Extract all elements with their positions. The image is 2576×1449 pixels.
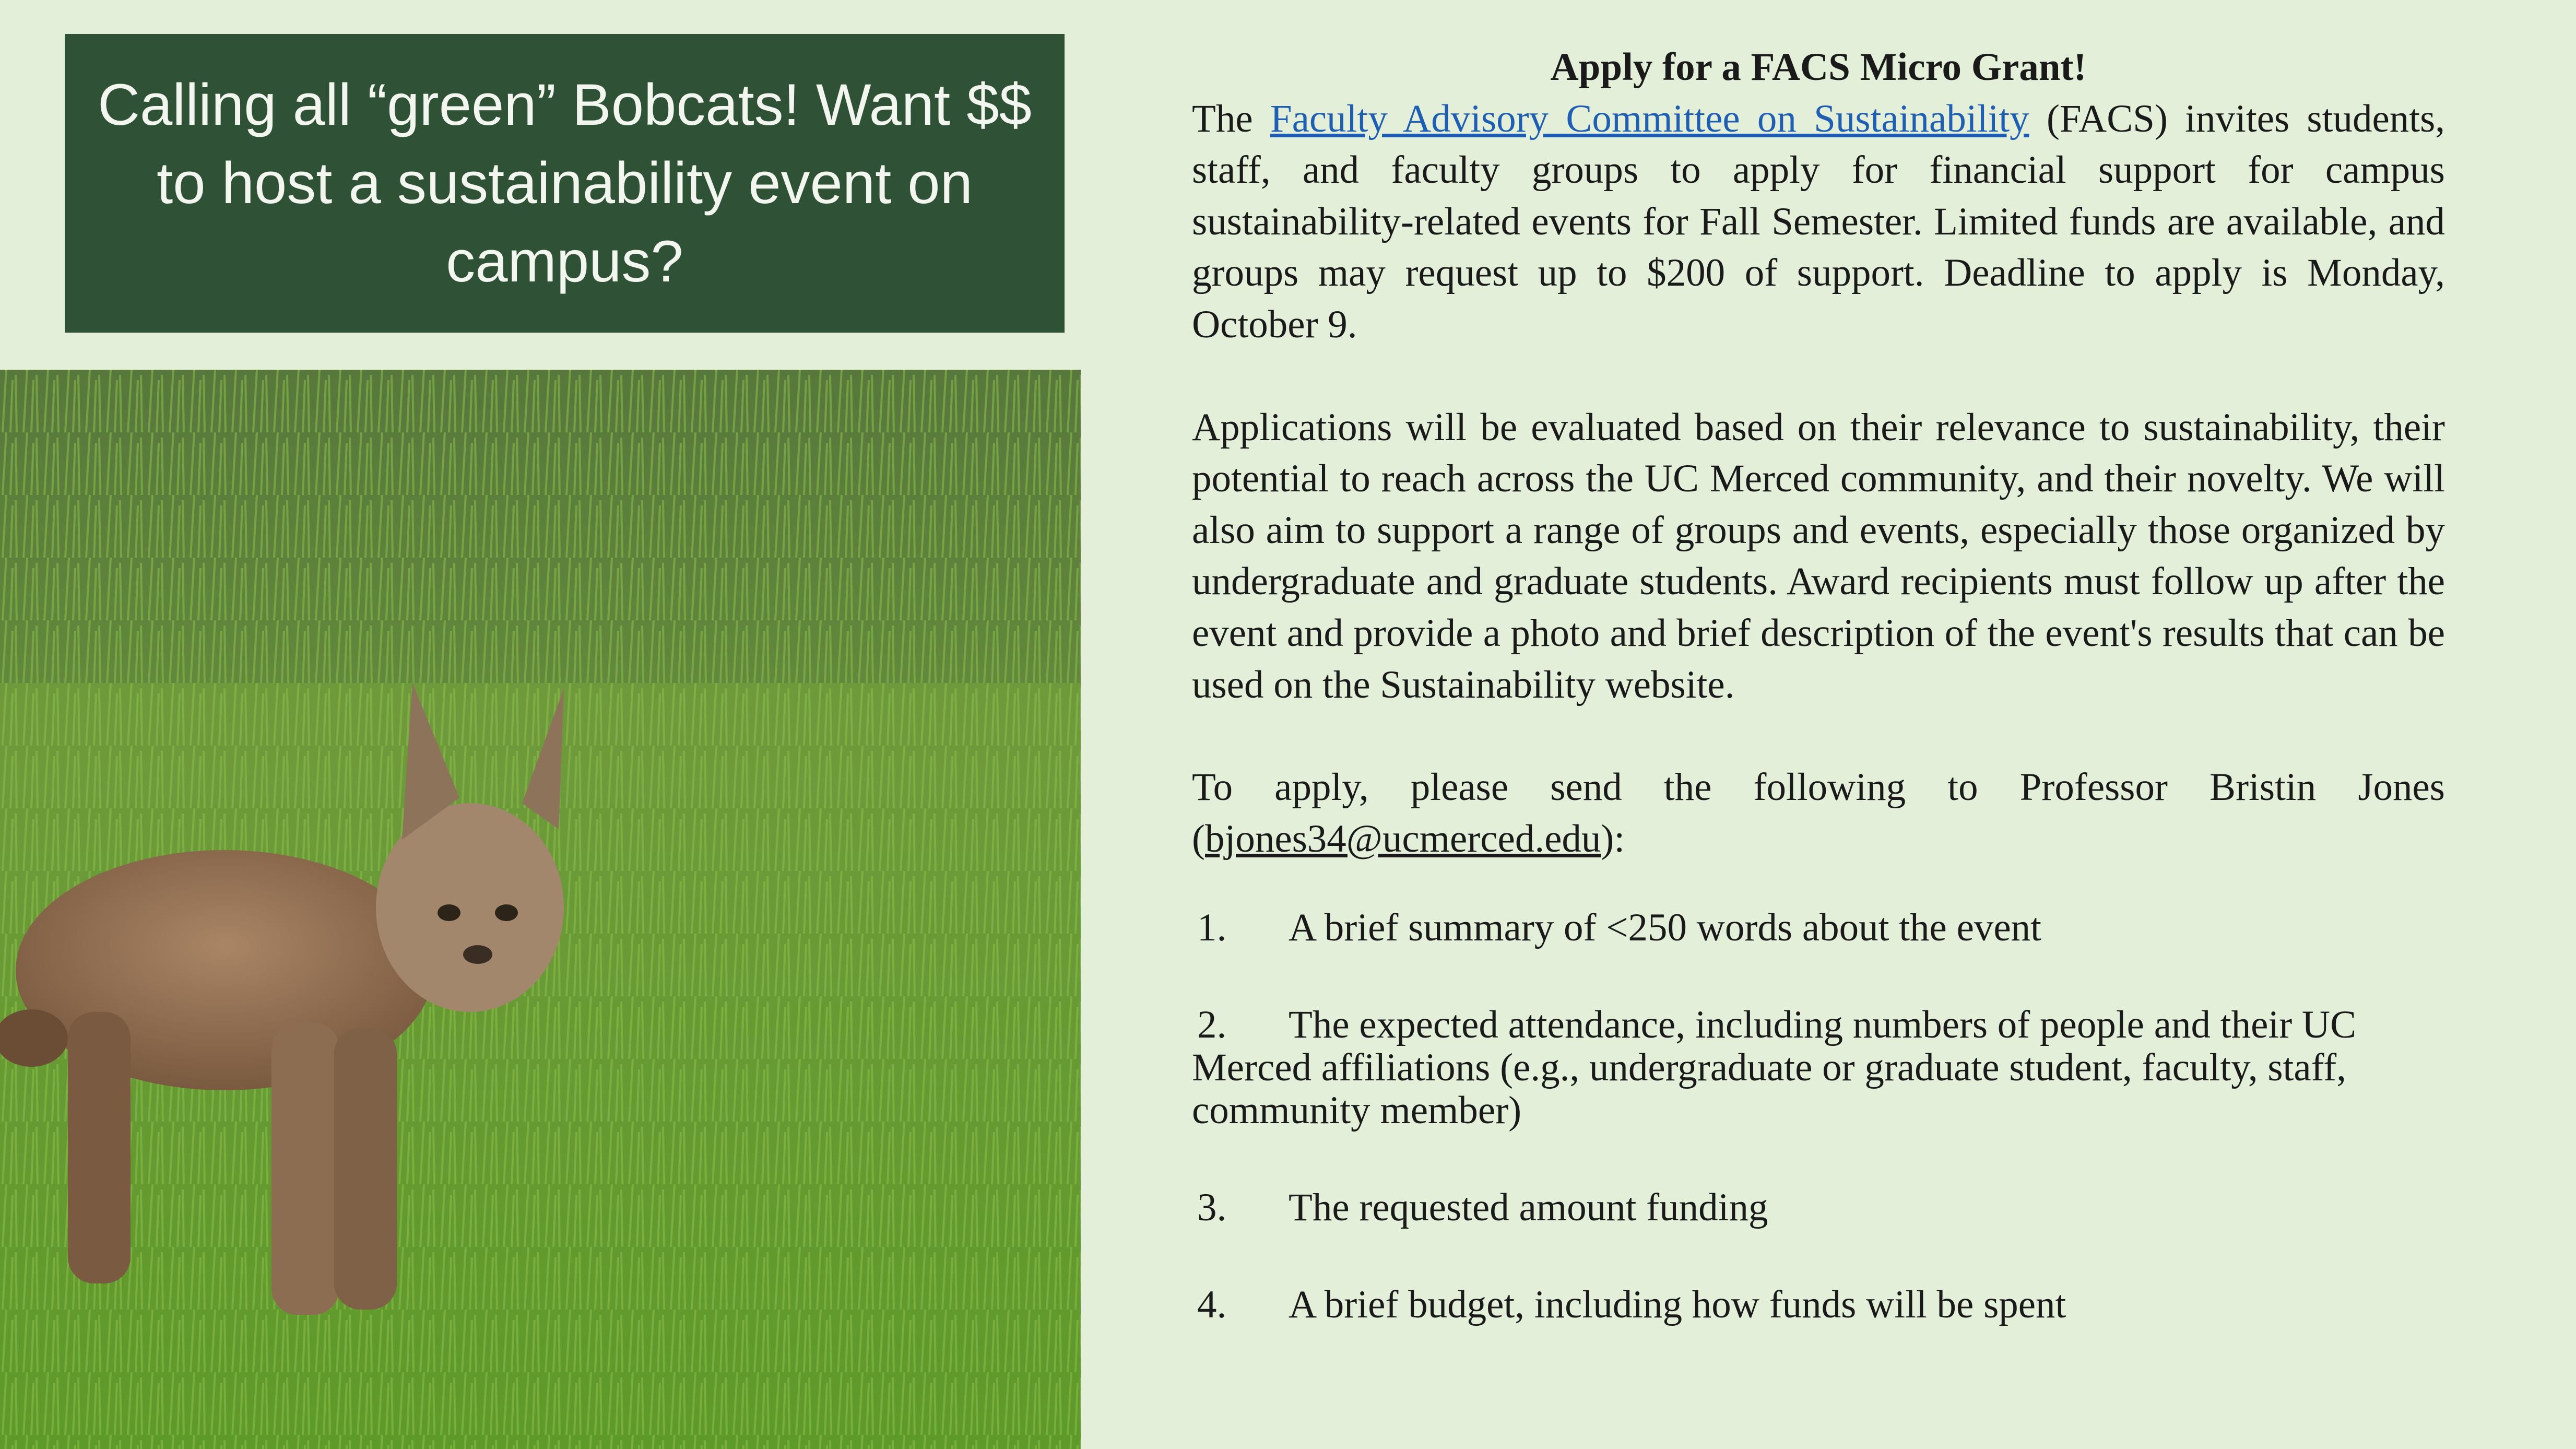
headline-banner bbox=[65, 34, 1065, 333]
intro-prefix: The bbox=[1192, 97, 1253, 140]
list-item bbox=[1192, 906, 2445, 949]
email-link[interactable]: bjones34@ucmerced.edu bbox=[1204, 817, 1601, 861]
list-text: A brief summary of <250 words about the event bbox=[1289, 906, 2041, 950]
apply-prefix: To apply, please send the following to Professor Bristin Jones ( bbox=[1192, 765, 2445, 861]
list-text: The requested amount funding bbox=[1289, 1186, 1768, 1230]
intro-paragraph bbox=[1192, 93, 2445, 351]
list-number: 1. bbox=[1197, 906, 1227, 950]
committee-link[interactable]: Faculty Advisory Committee on Sustainability bbox=[1270, 97, 2029, 140]
intro-rest: (FACS) invites students, staff, and faculty groups to apply for financial support for campus sustainability-related events for Fall Semester. Limited funds are available, and groups may request up to $200 of support. Deadline to apply is Monday, October 9. bbox=[1192, 97, 2445, 346]
list-text: A brief budget, including how funds will be spent bbox=[1289, 1283, 2066, 1327]
apply-suffix: ): bbox=[1601, 817, 1625, 861]
list-item bbox=[1192, 1004, 2445, 1132]
headline-text: Calling all “green” Bobcats! Want $$ to host a sustainability event on campus? bbox=[98, 72, 1032, 294]
list-number: 3. bbox=[1197, 1186, 1227, 1230]
list-number: 2. bbox=[1197, 1003, 1227, 1047]
bobcat-photo bbox=[0, 370, 1081, 1449]
apply-paragraph bbox=[1192, 762, 2445, 865]
criteria-paragraph: Applications will be evaluated based on their relevance to sustainability, their potential to reach across the UC Merced community, and their novelty. We will also aim to support a range of groups and events, especially those organized by undergraduate and graduate students. Award recipients must follow up after the event and provide a photo and brief description of the event's results that can be used on the Sustainability website. bbox=[1192, 405, 2445, 706]
announcement-title: Apply for a FACS Micro Grant! bbox=[1550, 45, 2087, 89]
list-number: 4. bbox=[1197, 1283, 1227, 1327]
bobcat-image bbox=[0, 370, 1081, 1449]
list-text: The expected attendance, including numbers of people and their UC Merced affiliations (e.g., undergraduate or graduate student, faculty, staff, community member) bbox=[1192, 1003, 2357, 1133]
announcement bbox=[1192, 42, 2445, 1326]
list-item bbox=[1192, 1283, 2445, 1326]
list-item bbox=[1192, 1186, 2445, 1229]
